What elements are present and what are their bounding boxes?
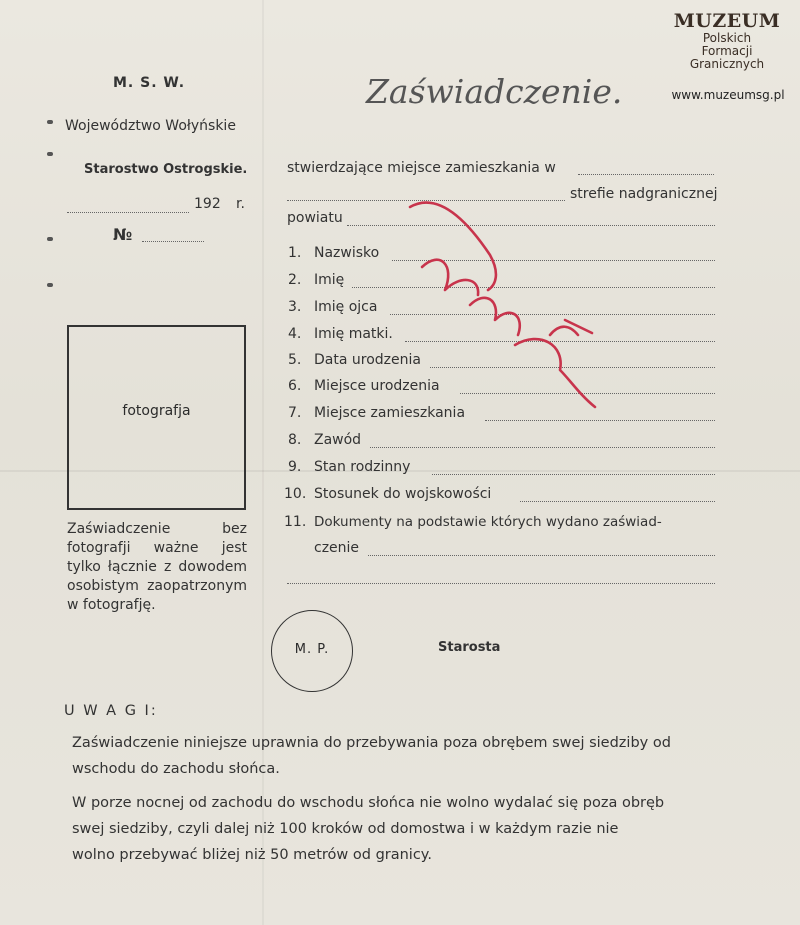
county-office-label: Starostwo Ostrogskie. (84, 162, 248, 177)
field-label-9: Stan rodzinny (314, 459, 411, 475)
punch-hole (47, 120, 53, 124)
field-line-8 (370, 447, 715, 448)
field-num-6: 6. (288, 378, 302, 394)
field-num-7: 7. (288, 405, 302, 421)
field-num-4: 4. (288, 326, 302, 342)
field-line-7 (485, 420, 715, 421)
stamp-label: M. P. (294, 642, 330, 657)
field-line-10 (520, 501, 715, 502)
field-label-6: Miejsce urodzenia (314, 378, 440, 394)
residence-line (578, 174, 714, 175)
number-sign: № (113, 225, 133, 244)
stamp-circle (271, 610, 353, 692)
field-num-11: 11. (284, 514, 307, 530)
intro-line-1: stwierdzające miejsce zamieszkania w (287, 160, 556, 176)
field-label-10: Stosunek do wojskowości (314, 486, 492, 502)
remarks-p2-line3: wolno przebywać bliżej niż 50 metrów od granicy. (72, 847, 432, 863)
museum-url: www.muzeumsg.pl (671, 88, 785, 102)
document-title: Zaświadczenie. (366, 72, 623, 111)
intro-line-3: powiatu (287, 210, 343, 226)
museum-name: MUZEUM (673, 10, 781, 32)
field-num-3: 3. (288, 299, 302, 315)
photo-frame (67, 325, 246, 510)
msw-header: M. S. W. (113, 75, 186, 91)
field-num-1: 1. (288, 245, 302, 261)
remarks-heading: U W A G I: (64, 703, 158, 719)
field-num-5: 5. (288, 352, 302, 368)
field-label-11-cont: czenie (314, 540, 360, 556)
photo-note: Zaświadczenie bez fotografji ważne jest tylko łącznie z dowodem osobistym zaopatrzonym w fotografję. (67, 521, 247, 613)
field-num-2: 2. (288, 272, 302, 288)
punch-hole (47, 152, 53, 156)
year-prefix: 192 (194, 196, 221, 212)
fold-line (262, 0, 264, 925)
museum-line-2: Formacji (701, 44, 753, 58)
field-num-8: 8. (288, 432, 302, 448)
field-label-11: Dokumenty na podstawie których wydano zaświad- (314, 514, 662, 530)
remarks-p2-line1: W porze nocnej od zachodu do wschodu słońca nie wolno wydalać się poza obręb (72, 795, 665, 811)
field-label-4: Imię matki. (314, 326, 393, 342)
number-line (142, 241, 204, 242)
field-label-2: Imię (314, 272, 345, 288)
museum-line-3: Granicznych (689, 57, 765, 71)
museum-line-1: Polskich (702, 31, 752, 45)
field-label-3: Imię ojca (314, 299, 378, 315)
remarks-p1-line1: Zaświadczenie niniejsze uprawnia do przebywania poza obrębem swej siedziby od (72, 735, 671, 751)
field-label-7: Miejsce zamieszkania (314, 405, 466, 421)
field-line-11 (368, 555, 715, 556)
remarks-p1-line2: wschodu do zachodu słońca. (72, 761, 280, 777)
remarks-p2-line2: swej siedziby, czyli dalej niż 100 kroków od domostwa i w każdym razie nie (72, 821, 619, 837)
starosta-label: Starosta (438, 640, 501, 655)
punch-hole (47, 283, 53, 287)
red-signature (400, 195, 600, 415)
date-line (67, 212, 189, 213)
field-line-11b (287, 583, 715, 584)
field-label-8: Zawód (314, 432, 362, 448)
voivodeship-label: Województwo Wołyńskie (65, 118, 236, 134)
field-num-10: 10. (284, 486, 307, 502)
field-line-9 (432, 474, 715, 475)
field-label-5: Data urodzenia (314, 352, 421, 368)
year-suffix: r. (236, 196, 245, 212)
museum-watermark (662, 10, 792, 71)
punch-hole (47, 237, 53, 241)
field-num-9: 9. (288, 459, 302, 475)
photo-label: fotografja (122, 403, 191, 419)
field-label-1: Nazwisko (314, 245, 380, 261)
intro-line-2: strefie nadgranicznej (570, 186, 718, 202)
